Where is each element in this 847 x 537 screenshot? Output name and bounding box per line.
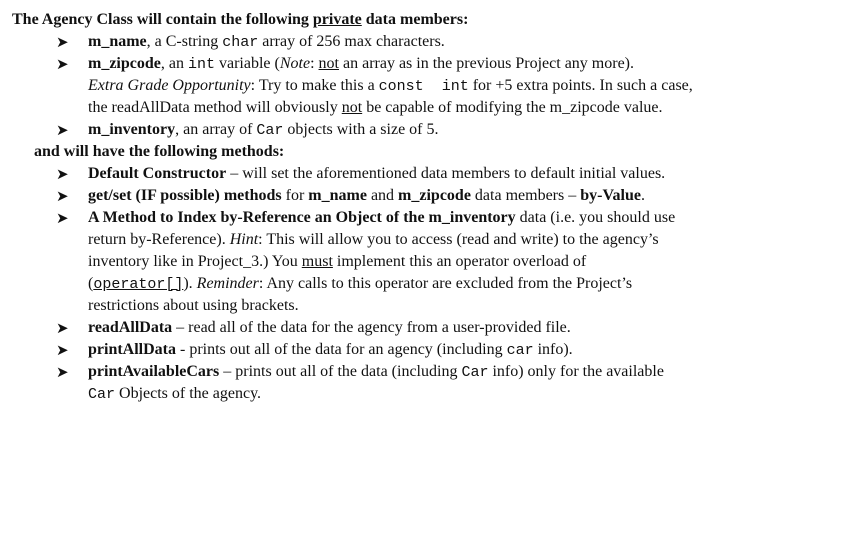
line-text: objects with a size of 5. [283,121,439,138]
line-text: for +5 extra points. In such a case, [468,77,693,94]
arrow-bullet-icon: ➤ [56,209,69,227]
line-text: be capable of modifying the m_zipcode value. [362,99,663,116]
list-line [88,75,836,97]
line-text: , a C-string [146,33,223,50]
code-text: Car [88,386,116,403]
method-name: printAllData [88,341,176,358]
underlined-text: must [301,253,333,270]
list-line [88,317,836,339]
arrow-bullet-icon: ➤ [56,363,69,381]
line-text: info). [533,341,573,358]
code-text: Car [256,122,284,139]
code-text: operator[] [93,276,184,293]
line-text: ). [183,275,197,292]
line-text: variable ( [215,55,280,72]
arrow-bullet-icon: ➤ [56,121,69,139]
line-text: , an [160,55,188,72]
line-text: – will set the aforementioned data members to default initial values. [226,165,666,182]
underlined-text: not [341,99,363,116]
list-line [88,53,836,75]
line-text: - prints out all of the data for an agency (including [176,341,507,358]
line-text: implement this an operator overload of [332,253,587,270]
line-text: : Any calls to this operator are excluded from the Project’s [258,275,633,292]
line-text: : This will allow you to access (read and write) to the agency’s [258,231,659,248]
list-line [88,163,836,185]
line-text: restrictions about using brackets. [88,297,299,314]
line-text: . [640,187,645,204]
list-line [88,207,836,229]
list-line [88,229,836,251]
member-name: m_name [88,33,147,50]
list-line [88,383,836,405]
member-name: m_inventory [88,121,176,138]
italic-text: Reminder [196,275,259,292]
code-text: int [187,56,215,73]
arrow-bullet-icon: ➤ [56,187,69,205]
bold-text: by-Value [580,187,641,204]
italic-text: Hint [229,231,259,248]
method-name: Default Constructor [88,165,227,182]
method-name: printAvailableCars [88,363,220,380]
bold-text: m_name [308,187,367,204]
data-members-heading [12,9,468,31]
line-text: , an array of [175,121,257,138]
arrow-bullet-icon: ➤ [56,319,69,337]
line-text: info) only for the available [488,363,664,380]
line-text: – read all of the data for the agency from a user-provided file. [172,319,571,336]
bold-text: m_zipcode [398,187,471,204]
line-text: an array as in the previous Project any more). [338,55,634,72]
list-line [88,119,836,141]
line-text: and [366,187,399,204]
heading-underlined-word: private [312,11,362,28]
line-text: return by-Reference). [88,231,230,248]
list-line [88,273,836,295]
line-text: for [281,187,309,204]
heading-text-end: data members: [361,11,469,28]
code-text: char [222,34,259,51]
code-text: int [441,78,469,95]
line-text: : [310,55,319,72]
list-line [88,185,836,207]
list-line [88,361,836,383]
line-text: the readAllData method will obviously [88,99,342,116]
line-text: : Try to make this a [250,77,379,94]
line-text: ( [88,275,94,292]
arrow-bullet-icon: ➤ [56,341,69,359]
code-space [424,78,442,95]
list-line [88,251,836,273]
method-name: get/set (IF possible) methods [88,187,282,204]
arrow-bullet-icon: ➤ [56,165,69,183]
line-text: – prints out all of the data (including [219,363,462,380]
method-name: readAllData [88,319,173,336]
italic-text: Extra Grade Opportunity [88,77,251,94]
method-name: A Method to Index by-Reference an Object of the m_inventory [88,209,516,226]
underlined-text: not [318,55,339,72]
code-text: const [378,78,424,95]
list-line [88,339,836,361]
list-line [88,295,836,317]
arrow-bullet-icon: ➤ [56,55,69,73]
arrow-bullet-icon: ➤ [56,33,69,51]
heading-text: The Agency Class will contain the following [12,11,313,28]
line-text: inventory like in Project_3.) You [88,253,302,270]
italic-text: Note [279,55,311,72]
list-line [88,97,836,119]
code-text: car [506,342,534,359]
methods-heading: and will have the following methods: [34,143,285,160]
list-line [88,31,836,53]
member-name: m_zipcode [88,55,161,72]
line-text: data members – [470,187,581,204]
line-text: Objects of the agency. [115,385,262,402]
line-text: data (i.e. you should use [515,209,676,226]
line-text: array of 256 max characters. [258,33,445,50]
code-text: Car [461,364,489,381]
